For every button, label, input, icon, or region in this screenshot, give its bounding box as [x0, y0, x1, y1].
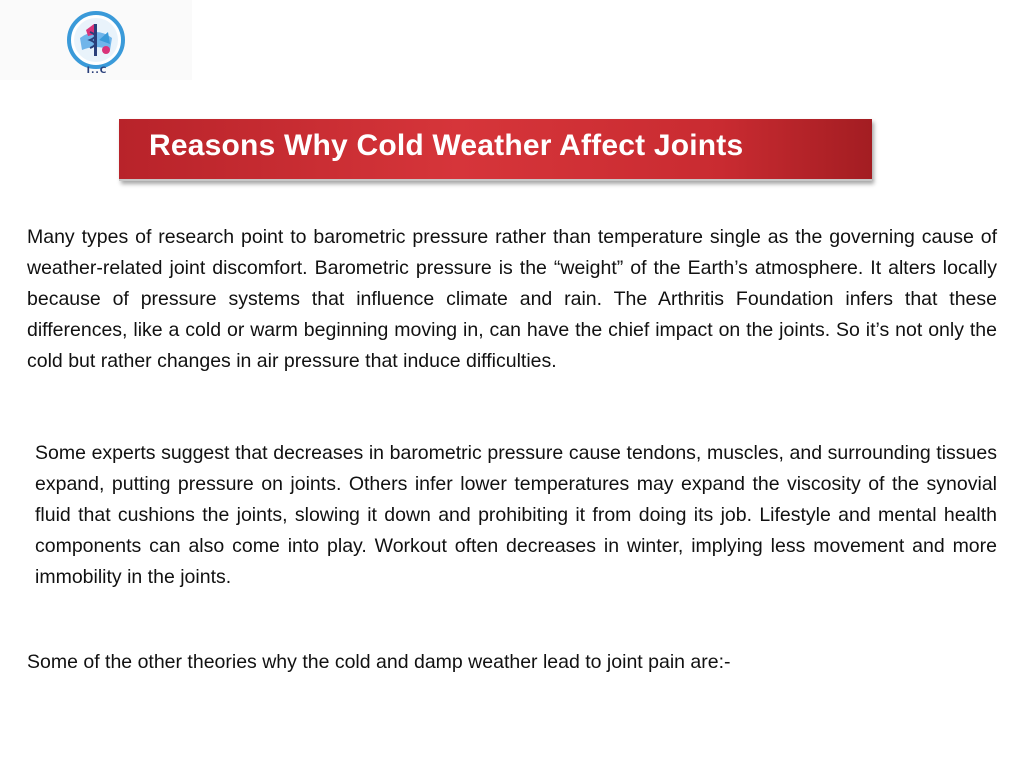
paragraph-expert-theories: Some experts suggest that decreases in barometric pressure cause tendons, muscles, and surrounding tissues expand, putting pressure on joints. Others infer lower temperatures may expand the viscosity of the synovial fluid that cushions the joints, slowing it down and prohibiting it from doing its job. Lifestyle and mental health components can also come into play. Workout often decreases in winter, implying less movement and more immobility in the joints.: [35, 442, 997, 588]
logo-text: I..C: [86, 66, 108, 76]
paragraph-barometric-pressure: Many types of research point to barometric pressure rather than temperature single as the governing cause of weather-related joint discomfort. Barometric pressure is the “weight” of the Earth’s atmosphere. It alters locally because of pressure systems that influence climate and rain. The Arthritis Foundation infers that these differences, like a cold or warm beginning moving in, can have the chief impact on the joints. So it’s not only the cold but rather changes in air pressure that induce difficulties.: [27, 226, 997, 372]
paragraph-other-theories-intro: Some of the other theories why the cold and damp weather lead to joint pain are:-: [27, 651, 731, 673]
title-banner: [119, 119, 872, 181]
medical-caduceus-globe-icon: [66, 10, 126, 70]
logo: [0, 0, 192, 80]
page-title: Reasons Why Cold Weather Affect Joints: [149, 129, 744, 162]
